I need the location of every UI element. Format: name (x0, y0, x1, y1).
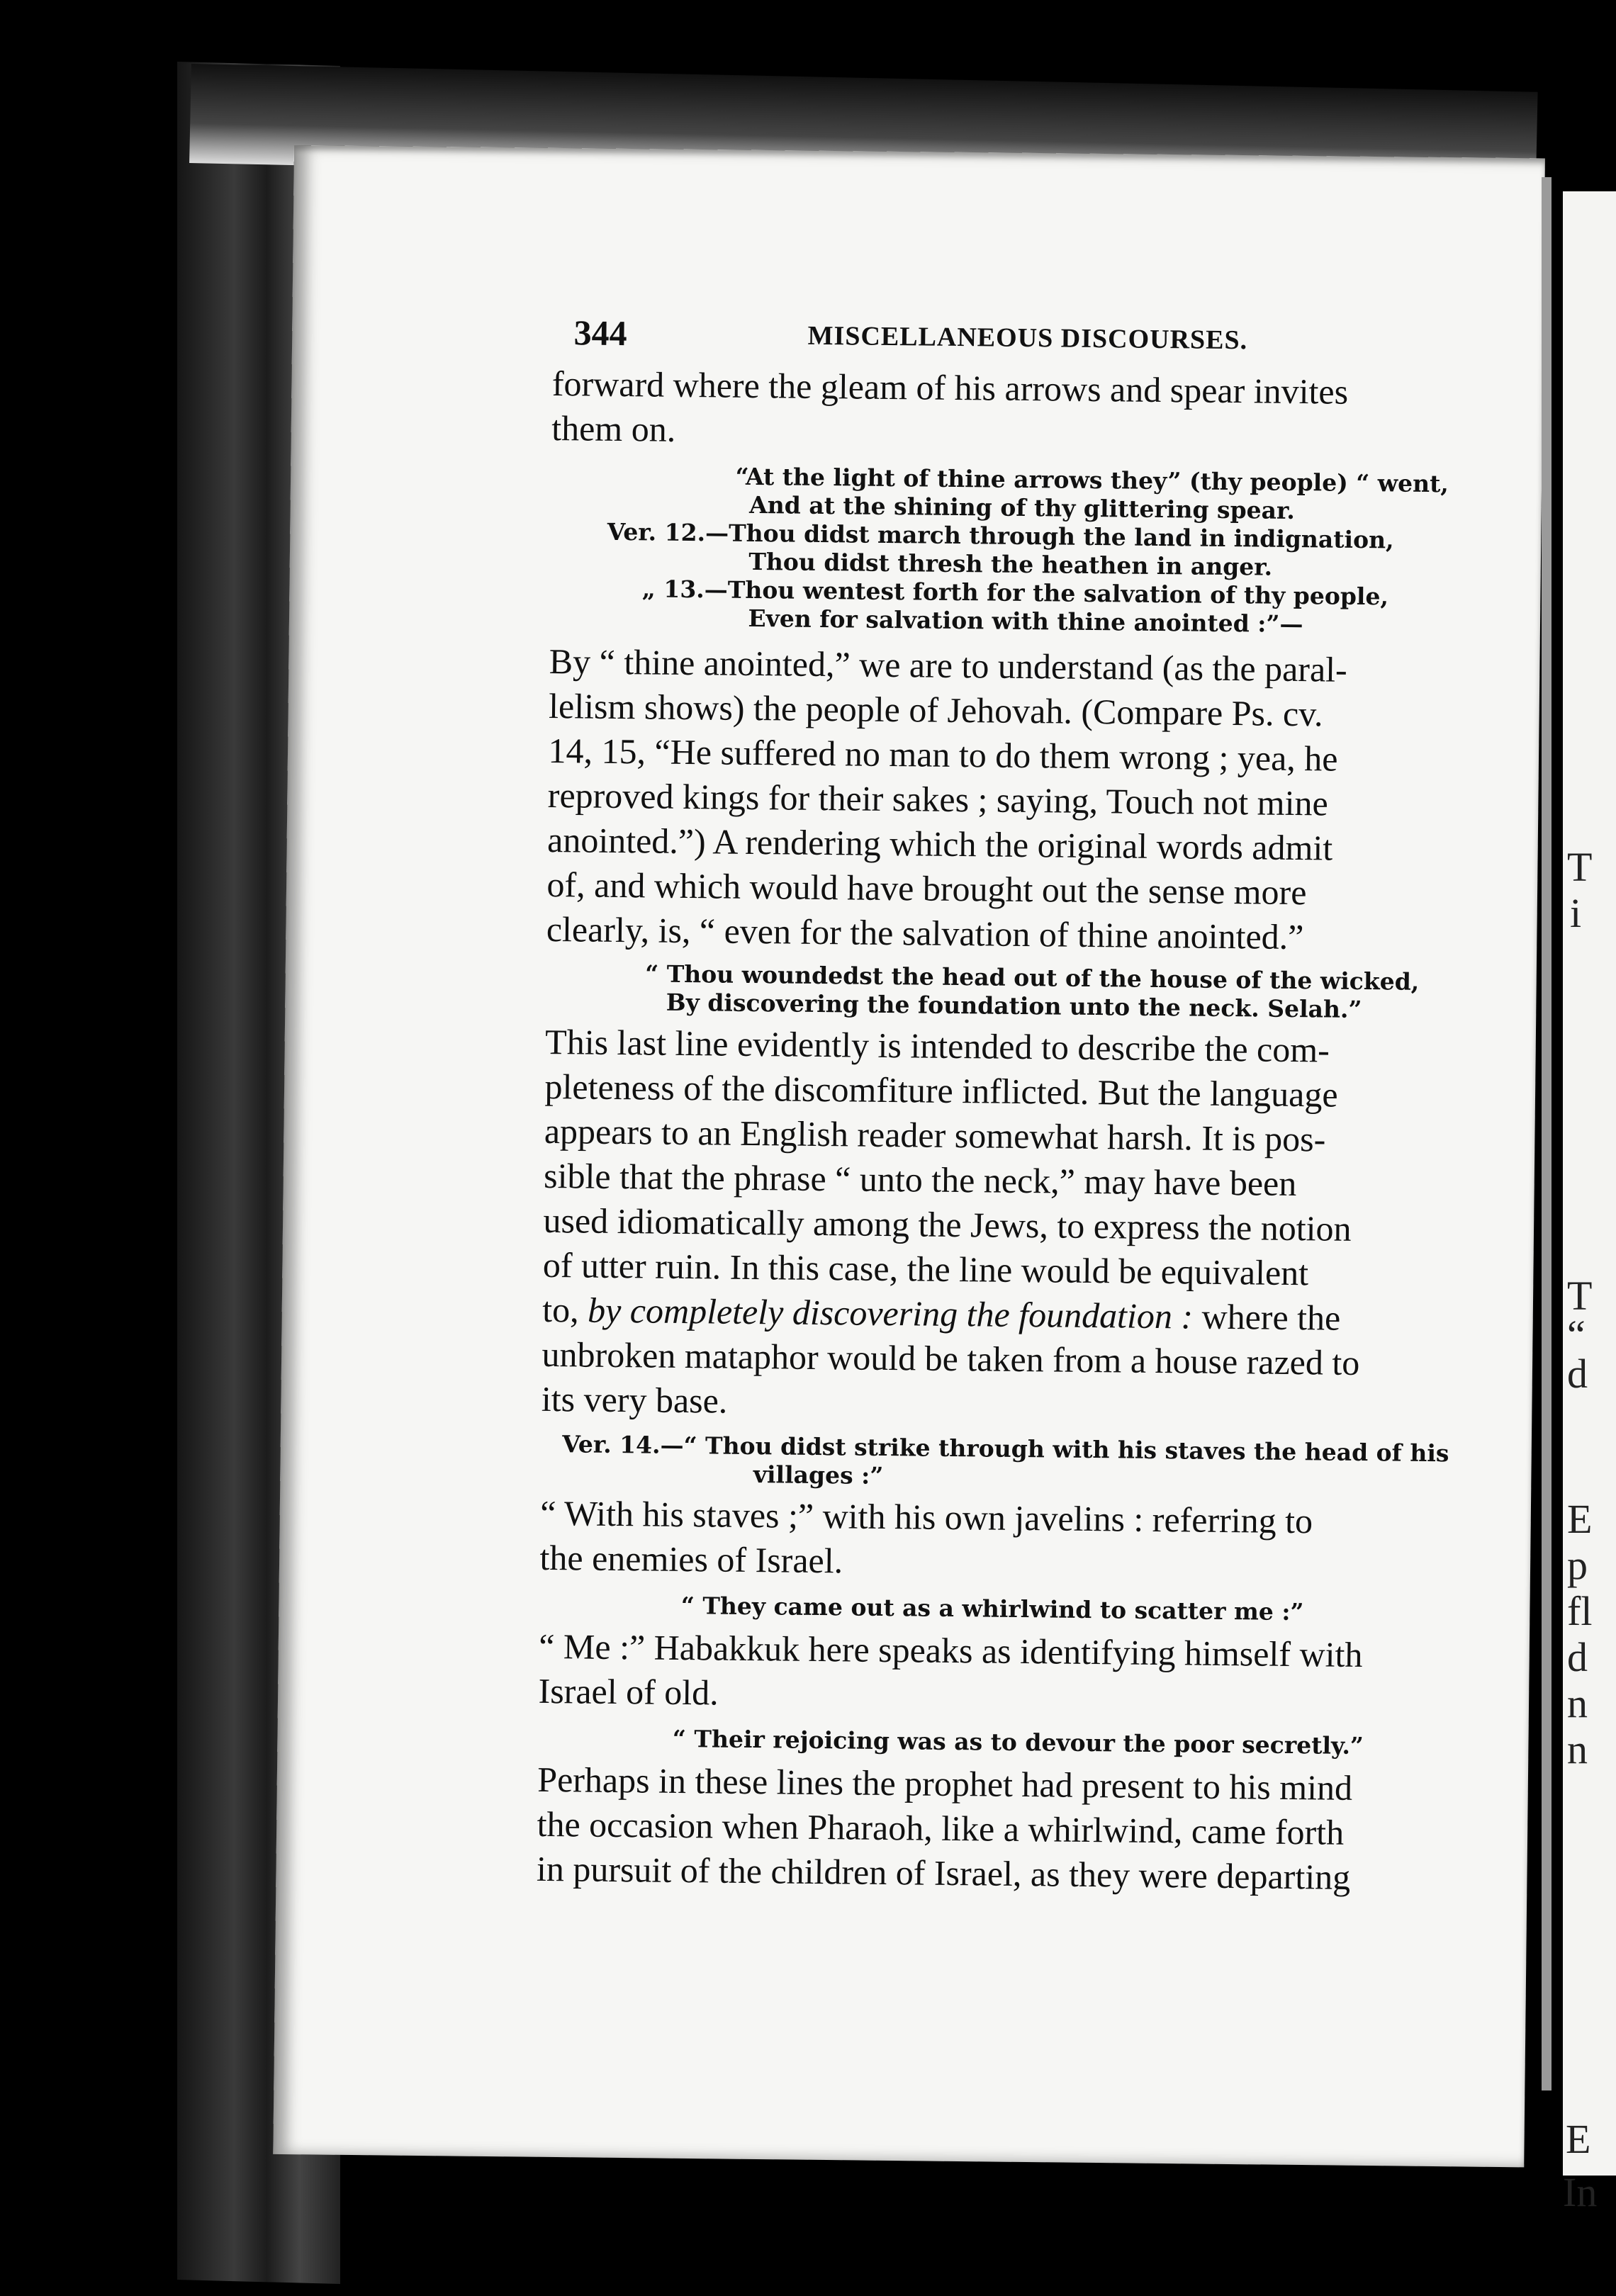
adjacent-letter: T (1567, 1273, 1593, 1319)
text-line: 14, 15, “He suffered no man to do them wrong ; yea, he (548, 730, 1338, 779)
adjacent-letter: “ (1567, 1312, 1586, 1358)
quote-line: Ver. 12.—Thou didst march through the land in indignation, (607, 517, 1394, 554)
verse-quote (546, 959, 1489, 1025)
quote-line: Even for salvation with thine anointed :”— (748, 604, 1303, 638)
text-line: “ With his staves ;” with his own javelins : referring to (539, 1492, 1313, 1541)
page-number: 344 (573, 313, 627, 354)
verse-quote (539, 1590, 1482, 1628)
text-line: “ Me :” Habakkuk here speaks as identifying himself with (538, 1626, 1363, 1675)
text-line: Perhaps in these lines the prophet had present to his mind (537, 1759, 1353, 1808)
quote-line: “ Their rejoicing was as to devour the poor secretly.” (672, 1724, 1364, 1760)
paragraph (546, 639, 1493, 962)
verse-quote (541, 1430, 1484, 1497)
text-line: them on. (551, 407, 676, 449)
running-title: MISCELLANEOUS DISCOURSES. (807, 320, 1248, 356)
paragraph (542, 1020, 1488, 1431)
quote-line: And at the shining of thy glittering spear. (748, 490, 1296, 524)
text-line: unbroken mataphor would be taken from a house razed to (542, 1334, 1360, 1383)
adjacent-letter: T (1567, 844, 1593, 890)
italic-phrase: by completely discovering the foundation : (587, 1290, 1194, 1336)
paragraph (539, 1491, 1483, 1590)
text-line: the enemies of Israel. (539, 1537, 843, 1581)
text-line: reproved kings for their sakes ; saying, Touch not mine (547, 775, 1328, 823)
text-line: in pursuit of the children of Israel, as they were departing (536, 1848, 1351, 1897)
text-line: the occasion when Pharaoh, like a whirlwind, came forth (537, 1803, 1345, 1852)
text-line: clearly, is, “ even for the salvation of thine anointed.” (546, 908, 1304, 957)
adjacent-letter: d (1567, 1351, 1588, 1397)
page-gutter (1542, 177, 1552, 2090)
text-line: pleteness of the discomfiture inflicted. But the language (544, 1066, 1338, 1115)
text-line: forward where the gleam of his arrows and spear invites (551, 363, 1349, 412)
verse-quote (549, 461, 1493, 641)
quote-line: “ They came out as a whirlwind to scatter me :” (680, 1591, 1304, 1626)
text-line: lelism shows) the people of Jehovah. (Compare Ps. cv. (548, 685, 1323, 734)
quote-line: Thou didst thresh the heathen in anger. (748, 547, 1273, 581)
text-line: By “ thine anointed,” we are to understand (as the paral- (549, 641, 1348, 690)
verse-quote (538, 1723, 1481, 1762)
adjacent-letter: In (1563, 2169, 1598, 2215)
page-content (537, 312, 1496, 1901)
quote-line: “ Thou woundedst the head out of the house of the wicked, (645, 960, 1420, 996)
adjacent-letter: n (1567, 1726, 1588, 1772)
adjacent-letter: n (1567, 1680, 1588, 1726)
adjacent-letter: fl (1567, 1588, 1593, 1634)
text-run: where the (1192, 1296, 1341, 1338)
text-line: of, and which would have brought out the sense more (546, 864, 1307, 913)
text-line: of utter ruin. In this case, the line would be equivalent (542, 1244, 1309, 1293)
adjacent-letter: p (1567, 1542, 1588, 1588)
adjacent-letter: d (1567, 1634, 1588, 1680)
paragraph (538, 1624, 1481, 1723)
text-run: to, (542, 1289, 588, 1330)
quote-line: By discovering the foundation unto the neck. Selah.” (666, 988, 1362, 1024)
quote-line: Ver. 14.—“ Thou didst strike through with his staves the head of his (562, 1430, 1449, 1468)
text-line: anointed.”) A rendering which the original words admit (546, 819, 1333, 868)
text-line: Israel of old. (538, 1670, 719, 1713)
quote-line: „ 13.—Thou wentest forth for the salvation of thy people, (641, 575, 1389, 611)
running-head (552, 312, 1496, 371)
text-line: used idiomatically among the Jews, to express the notion (543, 1200, 1352, 1249)
text-line: its very base. (541, 1378, 728, 1421)
adjacent-letter: E (1566, 2116, 1591, 2162)
adjacent-letter: E (1567, 1496, 1593, 1542)
text-line: This last line evidently is intended to describe the com- (544, 1021, 1330, 1070)
quote-line: villages :” (753, 1461, 884, 1490)
adjacent-page (1563, 191, 1616, 2215)
text-line: sible that the phrase “ unto the neck,” may have been (543, 1155, 1297, 1204)
paragraph (551, 361, 1495, 461)
paragraph (537, 1757, 1481, 1901)
text-line: appears to an English reader somewhat harsh. It is pos- (544, 1110, 1326, 1159)
quote-line: “At the light of thine arrows they” (thy people) “ went, (735, 462, 1449, 498)
adjacent-letter: i (1570, 890, 1582, 936)
